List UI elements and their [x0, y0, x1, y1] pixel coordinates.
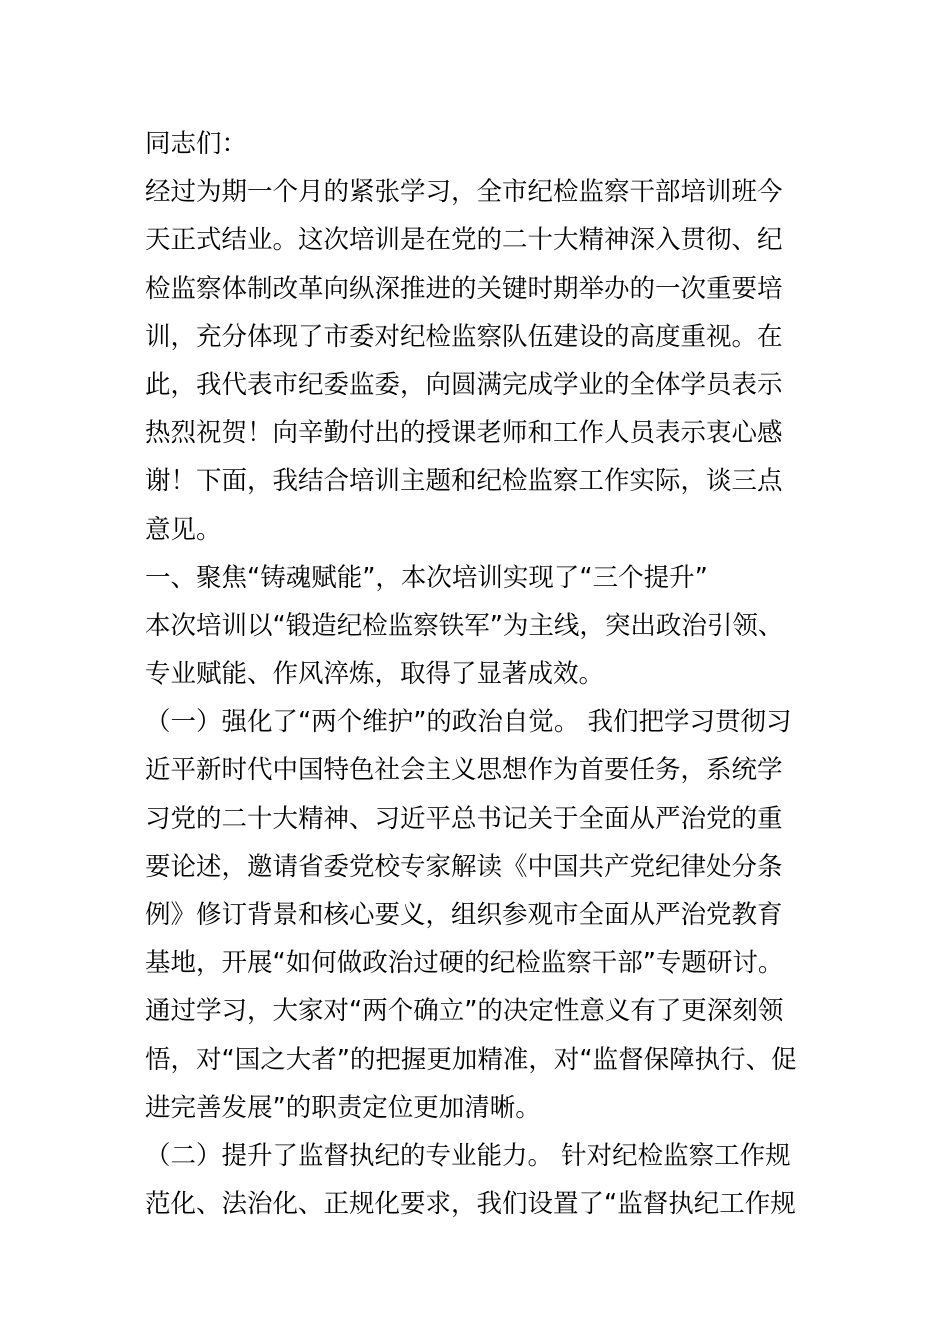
- paragraph-line: 训，充分体现了市委对纪检监察队伍建设的高度重视。在: [145, 321, 783, 352]
- paragraph-line: 悟，对“国之大者”的把握更加精准，对“监督保障执行、促: [145, 1044, 797, 1075]
- document-body: [145, 120, 811, 1228]
- section-heading: 一、聚焦“铸魂赋能”，本次培训实现了“三个提升”: [145, 562, 708, 593]
- paragraph-line: 检监察体制改革向纵深推进的关键时期举办的一次重要培: [145, 273, 783, 304]
- paragraph-line: 天正式结业。这次培训是在党的二十大精神深入贯彻、纪: [145, 225, 783, 256]
- paragraph-line: 意见。: [145, 514, 222, 545]
- paragraph-line: 专业赋能、作风淬炼，取得了显著成效。: [145, 659, 605, 690]
- paragraph-line: 本次培训以“锻造纪检监察铁军”为主线，突出政治引领、: [145, 610, 784, 641]
- salutation: 同志们：: [145, 129, 248, 159]
- paragraph-line: 近平新时代中国特色社会主义思想作为首要任务，系统学: [145, 755, 783, 786]
- paragraph-line: 通过学习，大家对“两个确立”的决定性意义有了更深刻领: [145, 996, 784, 1027]
- paragraph-line: 习党的二十大精神、习近平总书记关于全面从严治党的重: [145, 803, 783, 834]
- paragraph-line: 热烈祝贺！向辛勤付出的授课老师和工作人员表示衷心感: [145, 418, 783, 449]
- paragraph-line: 此，我代表市纪委监委，向圆满完成学业的全体学员表示: [145, 369, 783, 400]
- paragraph-line: 基地，开展“如何做政治过硬的纪检监察干部”专题研讨。: [145, 948, 784, 979]
- paragraph-line: 范化、法治化、正规化要求，我们设置了“监督执纪工作规: [145, 1189, 796, 1220]
- paragraph-line: 例》修订背景和核心要义，组织参观市全面从严治党教育: [145, 900, 783, 930]
- paragraph-line: 经过为期一个月的紧张学习，全市纪检监察干部培训班今: [145, 177, 783, 208]
- paragraph-line: 要论述，邀请省委党校专家解读《中国共产党纪律处分条: [145, 851, 783, 882]
- paragraph-line: 谢！下面，我结合培训主题和纪检监察工作实际，谈三点: [145, 466, 783, 497]
- subsection-line: （一）强化了“两个维护”的政治自觉。 我们把学习贯彻习: [145, 707, 792, 738]
- subsection-line: （二）提升了监督执纪的专业能力。 针对纪检监察工作规: [145, 1140, 791, 1171]
- paragraph-line: 进完善发展”的职责定位更加清晰。: [145, 1092, 541, 1123]
